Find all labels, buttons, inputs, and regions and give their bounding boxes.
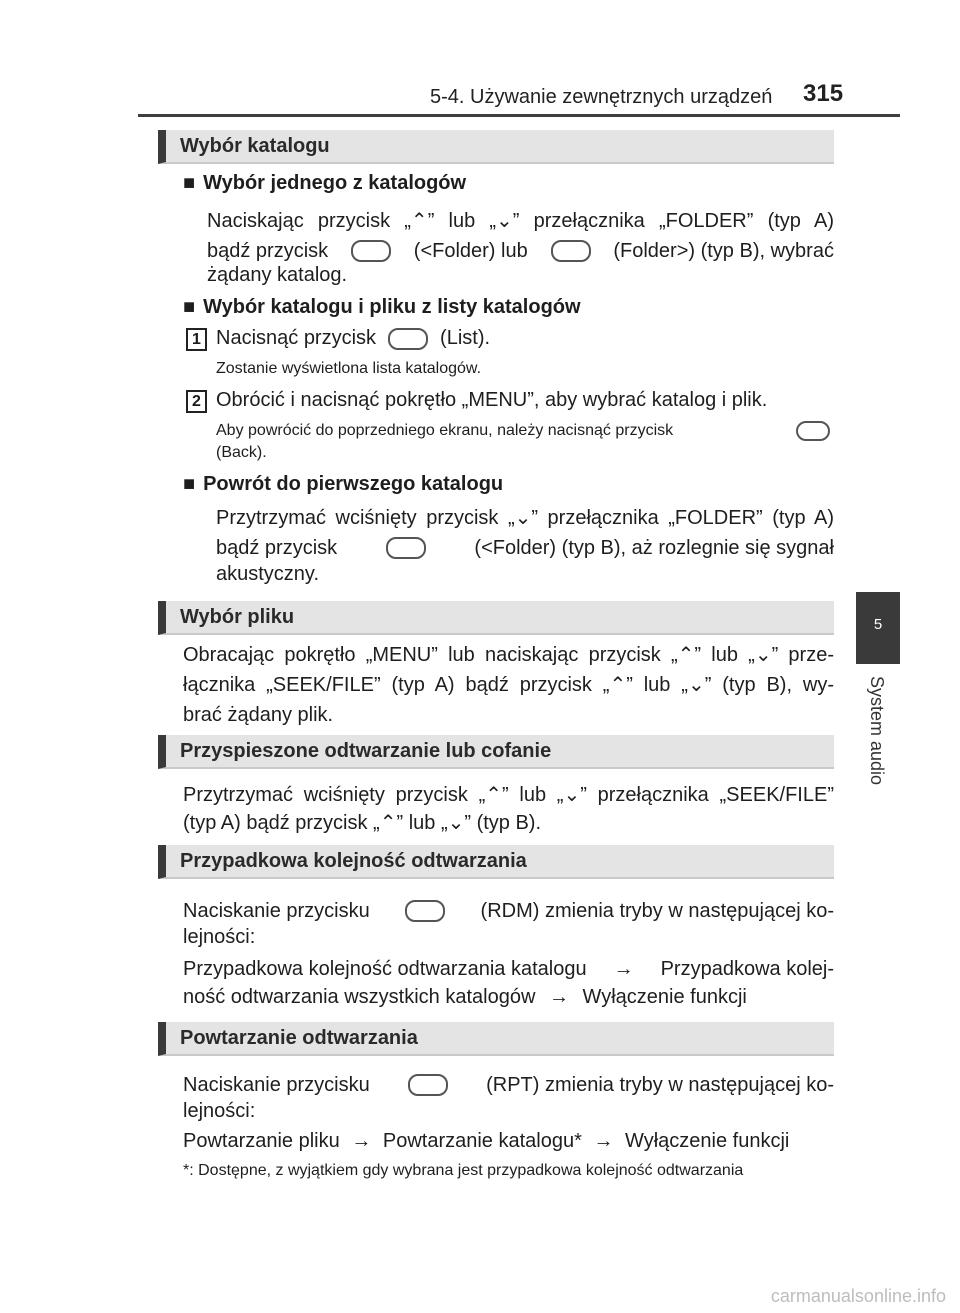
paragraph-line [183,1126,789,1156]
text-span: Powtarzanie pliku [183,1130,340,1152]
bullet-square-icon: ■ [183,296,196,318]
arrow-right-icon: → [613,958,634,980]
text-span: Przypadkowa kolej- [660,958,834,980]
text-span: bądź przycisk [207,240,329,262]
text-span: Powtarzanie katalogu* [382,1130,582,1152]
step-number: 2 [186,390,207,413]
paragraph-line: Obracając pokrętło „MENU” lub naciskając przycisk „⌃” lub „⌄” prze- [183,644,834,666]
section-title-bar [158,845,834,879]
folder-next-button-icon [551,240,591,262]
paragraph-line: łącznika „SEEK/FILE” (typ A) bądź przycisk „⌃” lub „⌄” (typ B), wy- [183,674,834,696]
bullet-square-icon: ■ [183,473,196,495]
text-span: bądź przycisk [216,537,338,559]
paragraph-line [183,896,834,926]
text-span: Wyłączenie funkcji [582,986,747,1008]
subheading-text: Wybór katalogu i pliku z listy katalogów [203,296,581,318]
arrow-right-icon: → [548,986,569,1008]
text-span: (<Folder) (typ B), aż rozlegnie się sygnał [474,537,834,559]
section-title: Wybór pliku [180,606,295,628]
text-span: Przypadkowa kolejność odtwarzania katalogu [183,958,587,980]
section-title-bar [158,735,834,769]
text-span: (RDM) zmienia tryby w następującej ko- [480,900,834,922]
section-title-bar [158,1022,834,1056]
text-span: Nacisnąć przycisk [216,327,377,349]
text-span: Naciskanie przycisku [183,1074,370,1096]
arrow-right-icon: → [593,1130,614,1152]
bullet-square-icon: ■ [183,172,196,194]
paragraph-line: akustyczny. [216,563,319,585]
paragraph-line [183,1070,834,1100]
paragraph-line: Przytrzymać wciśnięty przycisk „⌃” lub „⌄” przełącznika „SEEK/FILE” [183,784,834,806]
text-span: Aby powrócić do poprzedniego ekranu, należy nacisnąć przycisk [216,422,674,439]
paragraph-line: (typ A) bądź przycisk „⌃” lub „⌄” (typ B). [183,812,542,834]
text-span: Wyłączenie funkcji [625,1130,790,1152]
text-span: ność odtwarzania wszystkich katalogów [183,986,536,1008]
paragraph-line: lejności: [183,926,256,948]
paragraph-line: brać żądany plik. [183,704,334,726]
text-span: (RPT) zmienia tryby w następującej ko- [486,1074,834,1096]
paragraph-line [183,982,747,1012]
paragraph-line: Przytrzymać wciśnięty przycisk „⌄” przełącznika „FOLDER” (typ A) [216,507,834,529]
subheading [183,296,581,319]
back-button-icon [796,421,830,441]
text-span: (List). [440,327,491,349]
section-title: Wybór katalogu [180,135,330,157]
text-span: (Folder>) (typ B), wybrać [613,240,834,262]
watermark: carmanualsonline.info [770,1286,946,1306]
subheading [183,473,503,496]
paragraph-line: lejności: [183,1100,256,1122]
arrow-right-icon: → [351,1130,372,1152]
folder-prev-button-icon [351,240,391,262]
rdm-button-icon [405,900,445,922]
section-title-bar [158,601,834,635]
folder-prev-button-icon [386,537,426,559]
chapter-number: 5 [873,616,883,633]
section-title: Przyspieszone odtwarzanie lub cofanie [180,740,552,762]
list-button-icon [388,328,428,350]
section-header: 5-4. Używanie zewnętrznych urządzeń [430,86,773,108]
paragraph-line [216,323,490,353]
paragraph-line: Obrócić i nacisnąć pokrętło „MENU”, aby wybrać katalog i plik. [216,389,768,411]
note-line: (Back). [216,444,267,461]
page-number: 315 [803,80,844,107]
footnote: *: Dostępne, z wyjątkiem gdy wybrana jest przypadkowa kolejność odtwarzania [183,1162,744,1179]
rpt-button-icon [408,1074,448,1096]
section-title-bar [158,130,834,164]
subheading [183,172,466,195]
paragraph-line: żądany katalog. [207,264,348,286]
chapter-label [860,676,890,786]
subheading-text: Wybór jednego z katalogów [203,172,467,194]
subheading-text: Powrót do pierwszego katalogu [203,473,504,495]
section-title: Powtarzanie odtwarzania [180,1027,418,1049]
paragraph-line [183,954,834,984]
note-line [216,420,834,442]
header-rule [138,114,900,117]
note-line: Zostanie wyświetlona lista katalogów. [216,360,482,377]
text-span: (<Folder) lub [413,240,528,262]
paragraph-line: Naciskając przycisk „⌃” lub „⌄” przełącznika „FOLDER” (typ A) [207,210,834,232]
step-number: 1 [186,328,207,351]
chapter-label-text: System audio [867,676,887,786]
text-span: Naciskanie przycisku [183,900,370,922]
section-title: Przypadkowa kolejność odtwarzania [180,850,527,872]
